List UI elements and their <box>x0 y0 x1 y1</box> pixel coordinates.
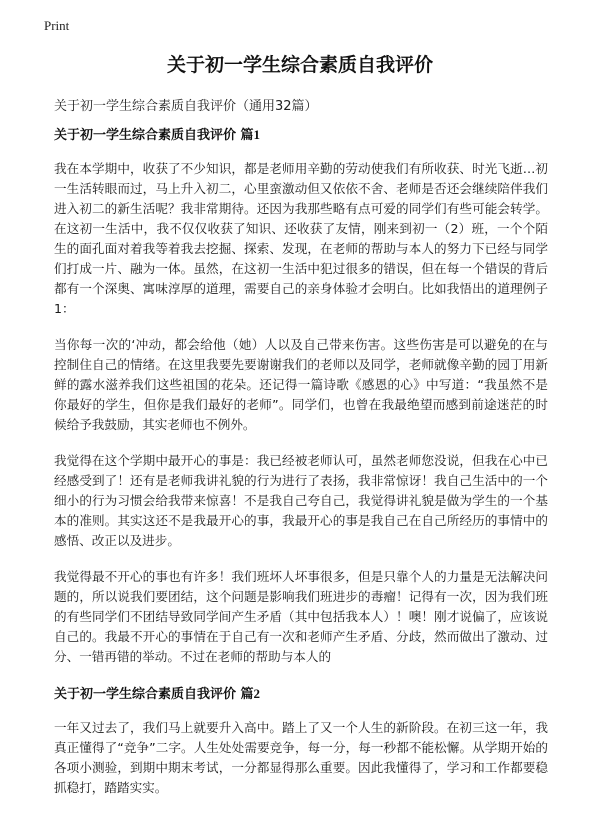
print-link[interactable]: Print <box>44 18 70 33</box>
section-heading-text: 关于初一学生综合素质自我评价 篇 <box>54 687 254 702</box>
section-heading-text: 关于初一学生综合素质自我评价 篇 <box>54 128 254 143</box>
paragraph: 我觉得最不开心的事也有许多！我们班坏人坏事很多，但是只靠个人的力量是无法解决问题的，所以说我们要团结，这个问题是影响我们班进步的毒瘤！记得有一次，因为我们班的有些同学们不团结导致同学间产生矛盾（其中包括我本人）！噢！刚才说偏了，应该说自己的。我最不开心的事情在于自己有一次和老师产生矛盾、分歧，然而做出了激动、过分、一错再错的举动。不过在老师的帮助与本人的 <box>54 569 548 664</box>
section-heading-2 <box>54 683 548 702</box>
section-heading-number: 1 <box>253 127 261 142</box>
section-heading-1 <box>54 124 548 143</box>
document-body <box>54 118 548 814</box>
paragraph: 我在本学期中，收获了不少知识，都是老师用辛勤的劳动使我们有所收获、时光飞逝…初一生活转眼而过，马上升入初二，心里蛮激动但又依依不舍、老师是否还会继续陪伴我们进入初二的新生活呢？我非常期待。还因为我那些略有点可爱的同学们有些可能会转学。在这初一生活中，我不仅仅收获了知识、还收获了友情，刚来到初一（2）班，一个个陌生的面孔面对着我等着我去挖掘、探索、发现，在老师的帮助与本人的努力下已经与同学们打成一片、融为一体。虽然，在这初一生活中犯过很多的错误，但在每一个错误的背后都有一个深奥、寓味淳厚的道理，需要自己的亲身体验才会明白。比如我悟出的道理例子1： <box>54 161 548 316</box>
section-heading-number: 2 <box>253 686 261 701</box>
page-title: 关于初一学生综合素质自我评价 <box>166 54 433 76</box>
paragraph: 我觉得在这个学期中最开心的事是：我已经被老师认可，虽然老师您没说，但我在心中已经感受到了！还有是老师我讲礼貌的行为进行了表扬，我非常惊讶！我自己生活中的一个细小的行为习惯会给我带来惊喜！不是我自己夸自己，我觉得讲礼貌是做为学生的一个基本的准则。其实这还不是我最开心的事，我最开心的事是我自己在自己所经历的事情中的感悟、改正以及进步。 <box>54 453 548 548</box>
paragraph: 一年又过去了，我们马上就要升入高中。踏上了又一个人生的新阶段。在初三这一年，我真正懂得了“竞争”二字。人生处处需要竞争，每一分，每一秒都不能松懈。从学期开始的各项小测验，到期中期末考试，一分都显得那么重要。因此我懂得了，学习和工作都要稳抓稳打，踏踏实实。 <box>54 720 548 795</box>
document-subtitle: 关于初一学生综合素质自我评价（通用32篇） <box>54 99 318 114</box>
paragraph: 当你每一次的‘冲动，都会给他（她）人以及自己带来伤害。这些伤害是可以避免的在与控制住自己的情绪。在这里我要先要谢谢我们的老师以及同学，老师就像辛勤的园丁用新鲜的露水滋养我们这些祖国的花朵。还记得一篇诗歌《感恩的心》中写道：“我虽然不是你最好的学生，但你是我们最好的老师”。同学们，也曾在我最绝望而感到前途迷茫的时候给予我鼓励，其实老师也不例外。 <box>54 337 548 432</box>
